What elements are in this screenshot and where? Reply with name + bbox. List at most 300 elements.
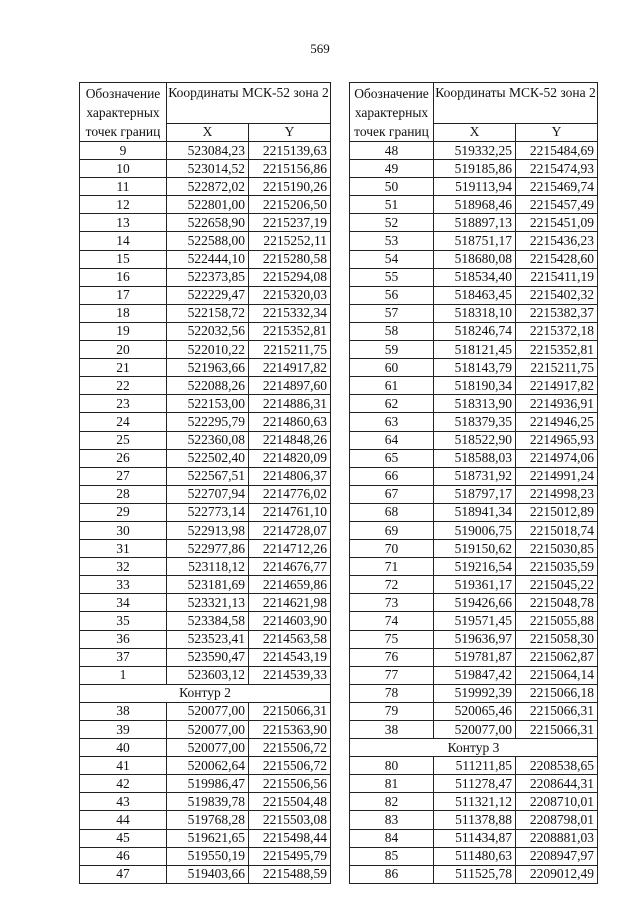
table-row: [80, 594, 331, 612]
table-row: [350, 793, 598, 811]
point-number-cell: 48: [350, 142, 434, 160]
y-coordinate-cell: 2214676,77: [249, 558, 331, 576]
y-coordinate-cell: 2215498,44: [249, 829, 331, 847]
table-row: [80, 521, 331, 539]
table-row: [80, 630, 331, 648]
point-number-cell: 44: [80, 811, 167, 829]
y-coordinate-cell: 2208881,03: [516, 829, 598, 847]
table-row: [350, 576, 598, 594]
x-coordinate-cell: 511378,88: [434, 811, 516, 829]
point-number-cell: 38: [80, 702, 167, 720]
point-number-cell: 61: [350, 377, 434, 395]
point-number-cell: 76: [350, 648, 434, 666]
header-point-label: Обозначение характерных точек границ: [350, 83, 434, 142]
y-coordinate-cell: 2215506,72: [249, 757, 331, 775]
table-row: [80, 757, 331, 775]
contour-label: Контур 2: [80, 684, 331, 702]
x-coordinate-cell: 523014,52: [167, 160, 249, 178]
y-coordinate-cell: 2215139,63: [249, 142, 331, 160]
table-row: [80, 775, 331, 793]
table-row: [350, 666, 598, 684]
point-number-cell: 43: [80, 793, 167, 811]
table-row: [80, 467, 331, 485]
y-coordinate-cell: 2215488,59: [249, 865, 331, 883]
table-row: [80, 431, 331, 449]
y-coordinate-cell: 2214965,93: [516, 431, 598, 449]
y-coordinate-cell: 2215411,19: [516, 268, 598, 286]
point-number-cell: 63: [350, 413, 434, 431]
table-row: [350, 449, 598, 467]
y-coordinate-cell: 2208710,01: [516, 793, 598, 811]
point-number-cell: 24: [80, 413, 167, 431]
table-row: [80, 232, 331, 250]
table-row: [350, 503, 598, 521]
y-coordinate-cell: 2215506,56: [249, 775, 331, 793]
header-y: Y: [249, 123, 331, 141]
point-number-cell: 23: [80, 395, 167, 413]
point-number-cell: 81: [350, 775, 434, 793]
point-number-cell: 32: [80, 558, 167, 576]
table-row: [80, 214, 331, 232]
point-number-cell: 41: [80, 757, 167, 775]
x-coordinate-cell: 518680,08: [434, 250, 516, 268]
table-row: [350, 467, 598, 485]
x-coordinate-cell: 522977,86: [167, 540, 249, 558]
table-row: [350, 811, 598, 829]
x-coordinate-cell: 523603,12: [167, 666, 249, 684]
x-coordinate-cell: 518968,46: [434, 196, 516, 214]
y-coordinate-cell: 2215352,81: [516, 341, 598, 359]
y-coordinate-cell: 2208538,65: [516, 757, 598, 775]
x-coordinate-cell: 520065,46: [434, 702, 516, 720]
x-coordinate-cell: 519403,66: [167, 865, 249, 883]
y-coordinate-cell: 2215474,93: [516, 160, 598, 178]
point-number-cell: 64: [350, 431, 434, 449]
x-coordinate-cell: 518313,90: [434, 395, 516, 413]
y-coordinate-cell: 2215066,31: [249, 702, 331, 720]
point-number-cell: 20: [80, 341, 167, 359]
point-number-cell: 51: [350, 196, 434, 214]
x-coordinate-cell: 518379,35: [434, 413, 516, 431]
y-coordinate-cell: 2215363,90: [249, 721, 331, 739]
coordinates-table-left: [79, 82, 331, 884]
x-coordinate-cell: 522295,79: [167, 413, 249, 431]
point-number-cell: 17: [80, 286, 167, 304]
table-row: [80, 666, 331, 684]
table-row: [350, 431, 598, 449]
point-number-cell: 71: [350, 558, 434, 576]
x-coordinate-cell: 520077,00: [167, 739, 249, 757]
y-coordinate-cell: 2215062,87: [516, 648, 598, 666]
point-number-cell: 73: [350, 594, 434, 612]
table-row: [80, 576, 331, 594]
y-coordinate-cell: 2215457,49: [516, 196, 598, 214]
y-coordinate-cell: 2215332,34: [249, 304, 331, 322]
x-coordinate-cell: 523384,58: [167, 612, 249, 630]
y-coordinate-cell: 2215048,78: [516, 594, 598, 612]
x-coordinate-cell: 522360,08: [167, 431, 249, 449]
point-number-cell: 78: [350, 684, 434, 702]
point-number-cell: 54: [350, 250, 434, 268]
coordinates-table-right: [349, 82, 598, 884]
x-coordinate-cell: 518121,45: [434, 341, 516, 359]
table-row: [350, 521, 598, 539]
point-number-cell: 1: [80, 666, 167, 684]
point-number-cell: 74: [350, 612, 434, 630]
y-coordinate-cell: 2215503,08: [249, 811, 331, 829]
y-coordinate-cell: 2215237,19: [249, 214, 331, 232]
point-number-cell: 66: [350, 467, 434, 485]
table-row: [350, 341, 598, 359]
y-coordinate-cell: 2215352,81: [249, 322, 331, 340]
table-row: [80, 268, 331, 286]
point-number-cell: 52: [350, 214, 434, 232]
point-number-cell: 30: [80, 521, 167, 539]
point-number-cell: 42: [80, 775, 167, 793]
point-number-cell: 34: [80, 594, 167, 612]
page-number: 569: [310, 41, 330, 56]
table-row: [350, 413, 598, 431]
y-coordinate-cell: 2214917,82: [516, 377, 598, 395]
x-coordinate-cell: 518588,03: [434, 449, 516, 467]
table-row: [350, 721, 598, 739]
x-coordinate-cell: 522502,40: [167, 449, 249, 467]
table-row: [350, 829, 598, 847]
y-coordinate-cell: 2215382,37: [516, 304, 598, 322]
table-row: [80, 829, 331, 847]
header-x: X: [167, 123, 249, 141]
x-coordinate-cell: 523321,13: [167, 594, 249, 612]
y-coordinate-cell: 2215294,08: [249, 268, 331, 286]
y-coordinate-cell: 2214820,09: [249, 449, 331, 467]
y-coordinate-cell: 2215066,31: [516, 721, 598, 739]
table-row: [80, 395, 331, 413]
table-row: [80, 793, 331, 811]
y-coordinate-cell: 2214659,86: [249, 576, 331, 594]
x-coordinate-cell: 522872,02: [167, 178, 249, 196]
table-row: [350, 196, 598, 214]
contour-row: [350, 739, 598, 757]
point-number-cell: 22: [80, 377, 167, 395]
x-coordinate-cell: 522658,90: [167, 214, 249, 232]
x-coordinate-cell: 522229,47: [167, 286, 249, 304]
point-number-cell: 82: [350, 793, 434, 811]
x-coordinate-cell: 518731,92: [434, 467, 516, 485]
table-row: [350, 847, 598, 865]
table-row: [350, 268, 598, 286]
y-coordinate-cell: 2215058,30: [516, 630, 598, 648]
x-coordinate-cell: 519621,65: [167, 829, 249, 847]
x-coordinate-cell: 520077,00: [167, 721, 249, 739]
x-coordinate-cell: 518522,90: [434, 431, 516, 449]
point-number-cell: 83: [350, 811, 434, 829]
x-coordinate-cell: 522773,14: [167, 503, 249, 521]
y-coordinate-cell: 2214543,19: [249, 648, 331, 666]
table-row: [80, 540, 331, 558]
table-row: [80, 739, 331, 757]
x-coordinate-cell: 523084,23: [167, 142, 249, 160]
y-coordinate-cell: 2215428,60: [516, 250, 598, 268]
point-number-cell: 62: [350, 395, 434, 413]
table-row: [80, 322, 331, 340]
point-number-cell: 69: [350, 521, 434, 539]
x-coordinate-cell: 522707,94: [167, 485, 249, 503]
point-number-cell: 19: [80, 322, 167, 340]
x-coordinate-cell: 520062,64: [167, 757, 249, 775]
x-coordinate-cell: 519006,75: [434, 521, 516, 539]
x-coordinate-cell: 518463,45: [434, 286, 516, 304]
table-row: [350, 684, 598, 702]
point-number-cell: 72: [350, 576, 434, 594]
y-coordinate-cell: 2215506,72: [249, 739, 331, 757]
y-coordinate-cell: 2214998,23: [516, 485, 598, 503]
y-coordinate-cell: 2208798,01: [516, 811, 598, 829]
point-number-cell: 36: [80, 630, 167, 648]
y-coordinate-cell: 2215469,74: [516, 178, 598, 196]
point-number-cell: 10: [80, 160, 167, 178]
x-coordinate-cell: 518246,74: [434, 322, 516, 340]
point-number-cell: 68: [350, 503, 434, 521]
table-row: [80, 286, 331, 304]
x-coordinate-cell: 522010,22: [167, 341, 249, 359]
x-coordinate-cell: 523181,69: [167, 576, 249, 594]
y-coordinate-cell: 2215484,69: [516, 142, 598, 160]
x-coordinate-cell: 511480,63: [434, 847, 516, 865]
table-row: [350, 286, 598, 304]
table-row: [80, 865, 331, 883]
y-coordinate-cell: 2214897,60: [249, 377, 331, 395]
table-row: [350, 648, 598, 666]
table-row: [80, 449, 331, 467]
x-coordinate-cell: 523590,47: [167, 648, 249, 666]
x-coordinate-cell: 522153,00: [167, 395, 249, 413]
y-coordinate-cell: 2215066,18: [516, 684, 598, 702]
point-number-cell: 33: [80, 576, 167, 594]
point-number-cell: 46: [80, 847, 167, 865]
x-coordinate-cell: 522032,56: [167, 322, 249, 340]
point-number-cell: 11: [80, 178, 167, 196]
x-coordinate-cell: 518941,34: [434, 503, 516, 521]
y-coordinate-cell: 2215012,89: [516, 503, 598, 521]
point-number-cell: 77: [350, 666, 434, 684]
table-row: [350, 865, 598, 883]
point-number-cell: 57: [350, 304, 434, 322]
point-number-cell: 29: [80, 503, 167, 521]
table-row: [350, 178, 598, 196]
x-coordinate-cell: 522801,00: [167, 196, 249, 214]
header-point-label: Обозначение характерных точек границ: [80, 83, 167, 142]
table-row: [350, 594, 598, 612]
y-coordinate-cell: 2215156,86: [249, 160, 331, 178]
y-coordinate-cell: 2215190,26: [249, 178, 331, 196]
x-coordinate-cell: 511434,87: [434, 829, 516, 847]
point-number-cell: 15: [80, 250, 167, 268]
point-number-cell: 27: [80, 467, 167, 485]
y-coordinate-cell: 2215064,14: [516, 666, 598, 684]
y-coordinate-cell: 2215211,75: [249, 341, 331, 359]
y-coordinate-cell: 2215035,59: [516, 558, 598, 576]
point-number-cell: 38: [350, 721, 434, 739]
y-coordinate-cell: 2215280,58: [249, 250, 331, 268]
point-number-cell: 80: [350, 757, 434, 775]
y-coordinate-cell: 2215030,85: [516, 540, 598, 558]
table-row: [350, 630, 598, 648]
y-coordinate-cell: 2214946,25: [516, 413, 598, 431]
point-number-cell: 16: [80, 268, 167, 286]
point-number-cell: 21: [80, 359, 167, 377]
x-coordinate-cell: 522373,85: [167, 268, 249, 286]
table-row: [350, 775, 598, 793]
point-number-cell: 79: [350, 702, 434, 720]
y-coordinate-cell: 2215045,22: [516, 576, 598, 594]
table-row: [80, 413, 331, 431]
x-coordinate-cell: 518190,34: [434, 377, 516, 395]
x-coordinate-cell: 519150,62: [434, 540, 516, 558]
header-coordinates: Координаты МСК-52 зона 2: [434, 83, 598, 124]
table-row: [80, 142, 331, 160]
table-row: [350, 377, 598, 395]
point-number-cell: 55: [350, 268, 434, 286]
point-number-cell: 84: [350, 829, 434, 847]
table-row: [350, 395, 598, 413]
x-coordinate-cell: 519550,19: [167, 847, 249, 865]
table-row: [80, 160, 331, 178]
x-coordinate-cell: 518897,13: [434, 214, 516, 232]
y-coordinate-cell: 2215495,79: [249, 847, 331, 865]
point-number-cell: 35: [80, 612, 167, 630]
y-coordinate-cell: 2214776,02: [249, 485, 331, 503]
point-number-cell: 45: [80, 829, 167, 847]
y-coordinate-cell: 2214936,91: [516, 395, 598, 413]
table-row: [350, 160, 598, 178]
point-number-cell: 86: [350, 865, 434, 883]
table-row: [80, 341, 331, 359]
table-row: [350, 250, 598, 268]
point-number-cell: 70: [350, 540, 434, 558]
y-coordinate-cell: 2208644,31: [516, 775, 598, 793]
y-coordinate-cell: 2214974,06: [516, 449, 598, 467]
x-coordinate-cell: 521963,66: [167, 359, 249, 377]
y-coordinate-cell: 2214728,07: [249, 521, 331, 539]
x-coordinate-cell: 518534,40: [434, 268, 516, 286]
point-number-cell: 60: [350, 359, 434, 377]
header-coordinates: Координаты МСК-52 зона 2: [167, 83, 331, 124]
y-coordinate-cell: 2214991,24: [516, 467, 598, 485]
contour-row: [80, 684, 331, 702]
table-row: [350, 485, 598, 503]
y-coordinate-cell: 2214761,10: [249, 503, 331, 521]
table-row: [350, 304, 598, 322]
y-coordinate-cell: 2215372,18: [516, 322, 598, 340]
y-coordinate-cell: 2214860,63: [249, 413, 331, 431]
y-coordinate-cell: 2215211,75: [516, 359, 598, 377]
y-coordinate-cell: 2214712,26: [249, 540, 331, 558]
table-row: [350, 558, 598, 576]
point-number-cell: 50: [350, 178, 434, 196]
point-number-cell: 26: [80, 449, 167, 467]
x-coordinate-cell: 518751,17: [434, 232, 516, 250]
y-coordinate-cell: 2215252,11: [249, 232, 331, 250]
point-number-cell: 58: [350, 322, 434, 340]
point-number-cell: 40: [80, 739, 167, 757]
x-coordinate-cell: 519992,39: [434, 684, 516, 702]
y-coordinate-cell: 2214563,58: [249, 630, 331, 648]
x-coordinate-cell: 523523,41: [167, 630, 249, 648]
x-coordinate-cell: 518143,79: [434, 359, 516, 377]
table-row: [80, 485, 331, 503]
point-number-cell: 28: [80, 485, 167, 503]
table-row: [350, 232, 598, 250]
point-number-cell: 67: [350, 485, 434, 503]
point-number-cell: 13: [80, 214, 167, 232]
x-coordinate-cell: 519185,86: [434, 160, 516, 178]
point-number-cell: 14: [80, 232, 167, 250]
x-coordinate-cell: 519781,87: [434, 648, 516, 666]
point-number-cell: 49: [350, 160, 434, 178]
x-coordinate-cell: 523118,12: [167, 558, 249, 576]
point-number-cell: 18: [80, 304, 167, 322]
x-coordinate-cell: 520077,00: [434, 721, 516, 739]
y-coordinate-cell: 2214917,82: [249, 359, 331, 377]
header-x: X: [434, 123, 516, 141]
y-coordinate-cell: 2214621,98: [249, 594, 331, 612]
x-coordinate-cell: 522444,10: [167, 250, 249, 268]
y-coordinate-cell: 2215504,48: [249, 793, 331, 811]
contour-label: Контур 3: [350, 739, 598, 757]
point-number-cell: 85: [350, 847, 434, 865]
x-coordinate-cell: 519113,94: [434, 178, 516, 196]
x-coordinate-cell: 519426,66: [434, 594, 516, 612]
x-coordinate-cell: 511278,47: [434, 775, 516, 793]
y-coordinate-cell: 2214886,31: [249, 395, 331, 413]
point-number-cell: 25: [80, 431, 167, 449]
table-row: [350, 142, 598, 160]
table-row: [80, 178, 331, 196]
table-row: [350, 359, 598, 377]
y-coordinate-cell: 2214603,90: [249, 612, 331, 630]
x-coordinate-cell: 519847,42: [434, 666, 516, 684]
point-number-cell: 31: [80, 540, 167, 558]
table-row: [80, 359, 331, 377]
point-number-cell: 65: [350, 449, 434, 467]
table-row: [80, 612, 331, 630]
y-coordinate-cell: 2215436,23: [516, 232, 598, 250]
point-number-cell: 12: [80, 196, 167, 214]
header-y: Y: [516, 123, 598, 141]
x-coordinate-cell: 520077,00: [167, 702, 249, 720]
table-row: [350, 612, 598, 630]
table-row: [80, 648, 331, 666]
y-coordinate-cell: 2215451,09: [516, 214, 598, 232]
x-coordinate-cell: 511525,78: [434, 865, 516, 883]
x-coordinate-cell: 519636,97: [434, 630, 516, 648]
x-coordinate-cell: 519839,78: [167, 793, 249, 811]
x-coordinate-cell: 522588,00: [167, 232, 249, 250]
x-coordinate-cell: 519571,45: [434, 612, 516, 630]
table-row: [80, 721, 331, 739]
y-coordinate-cell: 2214848,26: [249, 431, 331, 449]
table-row: [350, 322, 598, 340]
x-coordinate-cell: 519986,47: [167, 775, 249, 793]
table-row: [80, 847, 331, 865]
y-coordinate-cell: 2215206,50: [249, 196, 331, 214]
x-coordinate-cell: 522913,98: [167, 521, 249, 539]
x-coordinate-cell: 522088,26: [167, 377, 249, 395]
y-coordinate-cell: 2215320,03: [249, 286, 331, 304]
point-number-cell: 39: [80, 721, 167, 739]
table-row: [80, 196, 331, 214]
y-coordinate-cell: 2214806,37: [249, 467, 331, 485]
